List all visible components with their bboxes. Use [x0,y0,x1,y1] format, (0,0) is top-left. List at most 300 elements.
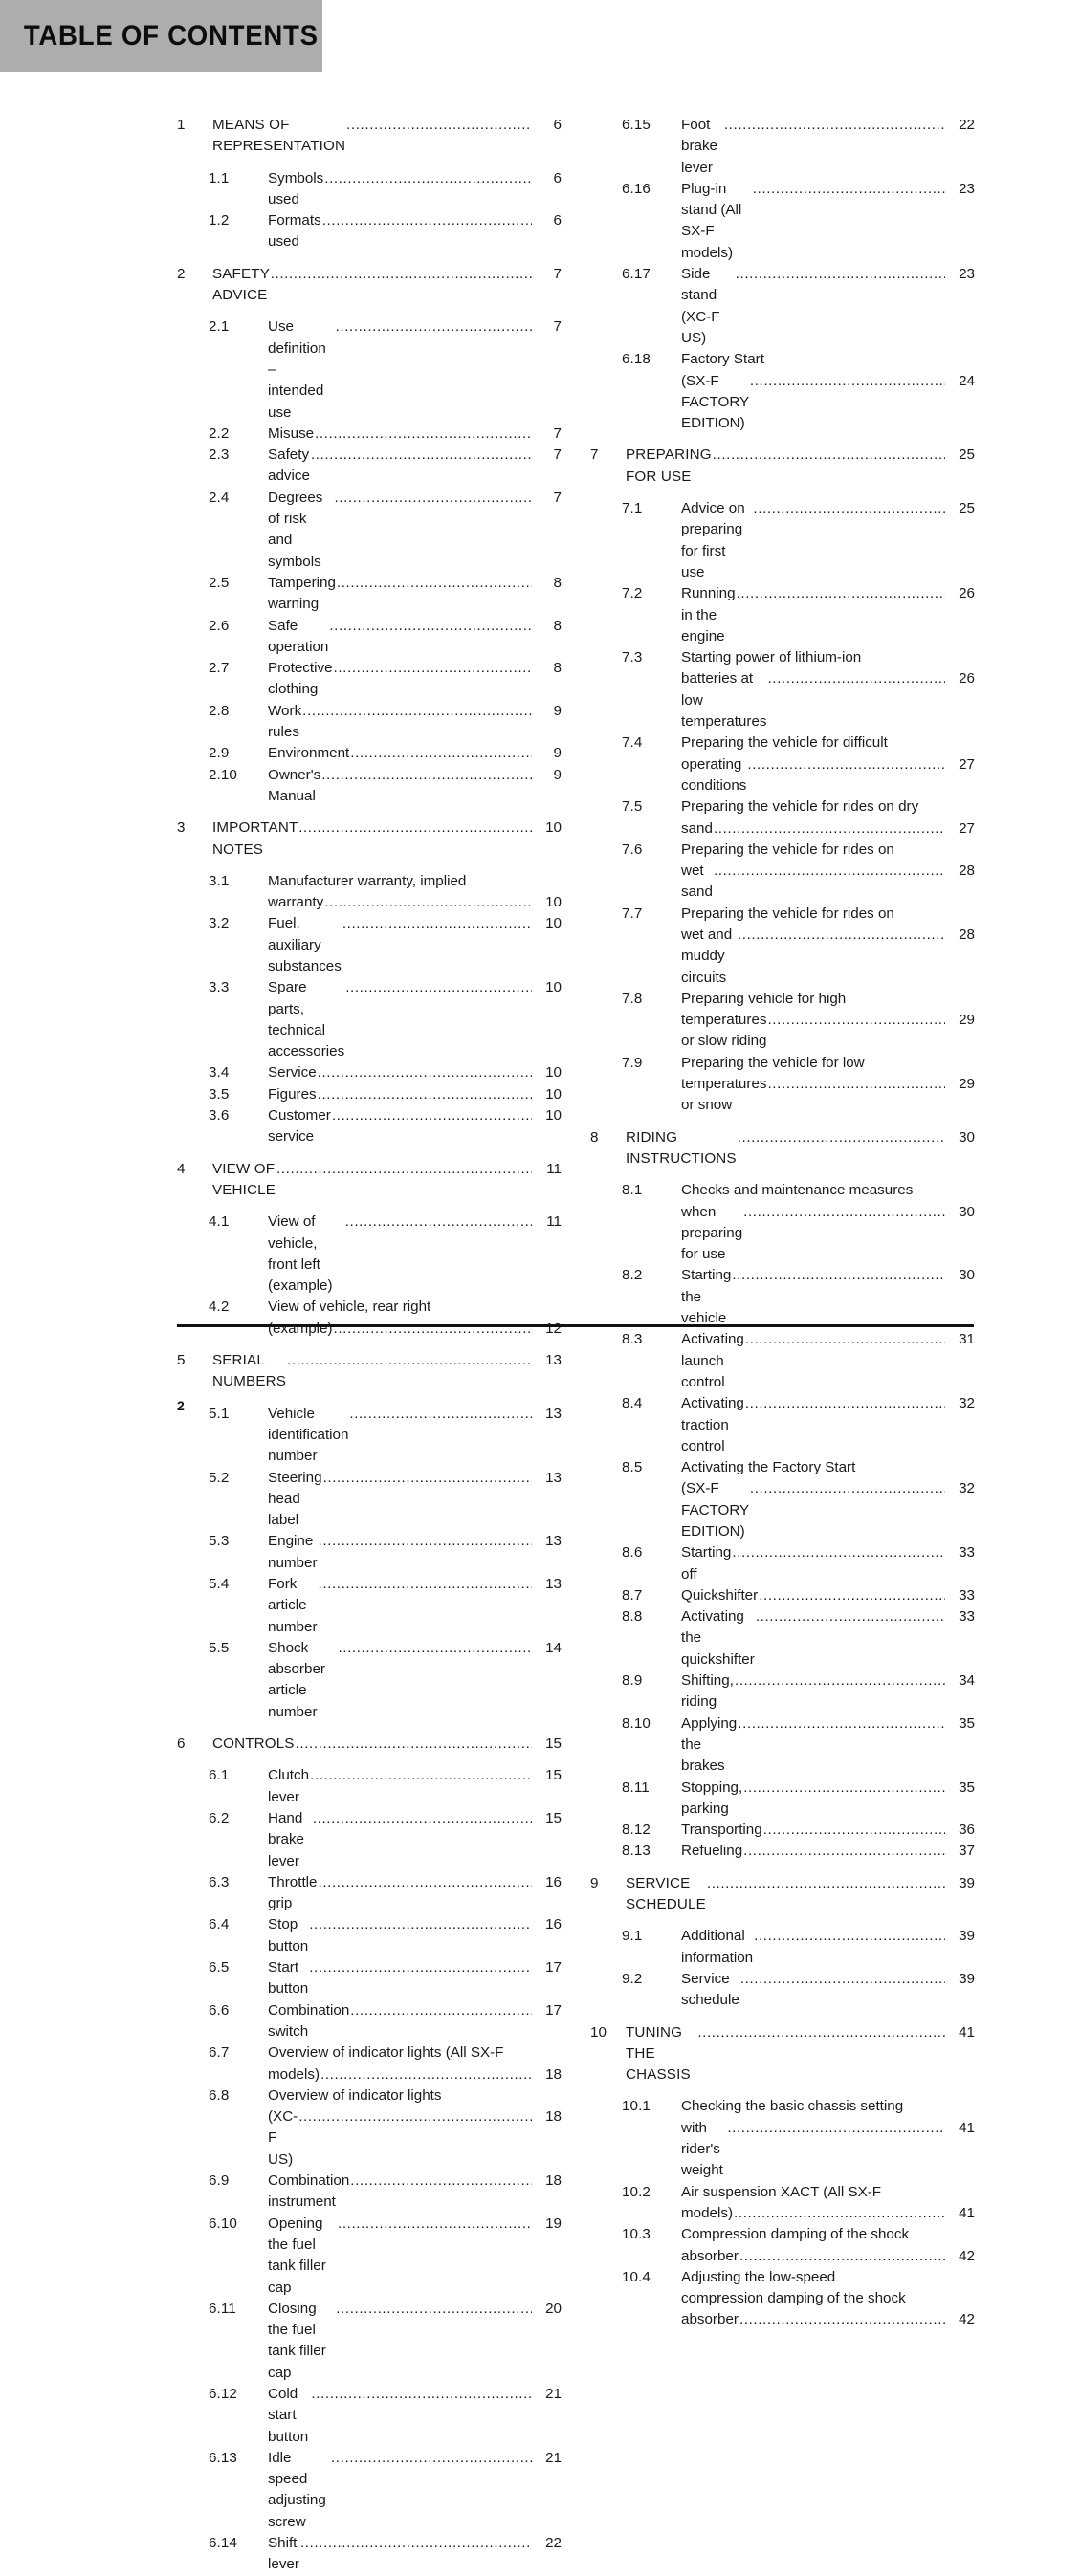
toc-entry-page-number: 30 [959,1203,975,1220]
toc-entry-page-number: 19 [545,2215,562,2232]
toc-entry-label: Checking the basic chassis setting [681,2098,904,2115]
toc-entry[interactable] [590,2022,975,2086]
toc-entry-page-number: 10 [545,915,562,932]
toc-entry-line [681,583,975,647]
toc-leader-dots [737,583,945,604]
toc-entry-number: 2.10 [209,766,237,783]
toc-leader-dots [271,264,532,285]
toc-entry-line [626,1127,975,1170]
toc-entry-label: absorber [681,2247,739,2264]
toc-entry[interactable] [177,488,562,573]
toc-entry-label: Idle speed adjusting screw [268,2449,331,2530]
toc-entry[interactable] [590,1926,975,1969]
toc-entry-label: Manufacturer warranty, implied [268,872,467,889]
toc-entry-label: models) [268,2065,320,2083]
toc-entry[interactable] [177,743,562,764]
toc-entry-line [681,647,975,668]
toc-leader-dots [332,1105,532,1126]
toc-entry-label: Spare parts, technical accessories [268,979,345,1060]
toc-entry-label: Activating launch control [681,1331,749,1390]
toc-entry-number: 7.2 [622,585,643,602]
toc-entry-page-number: 7 [553,447,562,464]
toc-leader-dots [298,818,532,839]
toc-entry-label: Combination instrument [268,2172,354,2211]
toc-entry-title-block [681,179,975,264]
toc-entry-label: Environment [268,745,350,762]
toc-entry[interactable] [177,2042,562,2085]
toc-entry[interactable] [177,264,562,307]
toc-entry-label: SAFETY ADVICE [212,265,274,304]
toc-entry[interactable] [590,1606,975,1670]
toc-entry[interactable] [177,2448,562,2533]
toc-entry-page-number: 10 [545,819,562,837]
toc-entry[interactable] [177,765,562,808]
toc-leader-dots [338,1638,532,1659]
toc-entry[interactable] [590,179,975,264]
toc-entry[interactable] [590,797,975,840]
toc-entry[interactable] [590,1778,975,1821]
toc-entry-title-block [268,1084,562,1105]
toc-leader-dots [750,1478,945,1499]
toc-entry[interactable] [590,840,975,904]
toc-entry-number: 7.1 [622,500,643,517]
toc-entry-number: 3.4 [209,1064,230,1081]
toc-entry-label: Running in the engine [681,585,739,644]
toc-entry-line [268,743,562,764]
toc-entry-line [681,349,975,370]
toc-leader-dots [736,264,945,285]
toc-entry-line [268,2384,562,2448]
toc-column-right [590,115,975,2331]
toc-entry-line [626,1873,975,1916]
toc-entry-title-block [268,1062,562,1083]
toc-entry-label: Advice on preparing for first use [681,500,749,580]
toc-entry[interactable] [590,1670,975,1714]
toc-entry[interactable] [177,1872,562,1915]
toc-entry-number: 7.3 [622,649,643,666]
toc-entry-page-number: 8 [553,617,562,634]
toc-entry-label: Factory Start [681,351,764,368]
toc-entry[interactable] [590,989,975,1053]
toc-entry-number: 7.8 [622,990,643,1007]
toc-entry[interactable] [590,647,975,732]
toc-leader-dots [350,2000,532,2021]
toc-entry-title-block [268,2042,562,2085]
toc-entry[interactable] [177,1734,562,1755]
toc-entry-page-number: 13 [545,1405,562,1422]
toc-entry[interactable] [177,2085,562,2171]
toc-entry-number: 2 [177,265,186,282]
toc-entry-number: 3.2 [209,915,230,932]
toc-entry-label: with rider's weight [681,2119,725,2179]
toc-entry-line [268,658,562,701]
toc-entry-label: Degrees of risk and symbols [268,489,327,570]
toc-entry-page-number: 32 [959,1395,975,1412]
toc-entry-label: Stopping, parking [681,1779,747,1817]
toc-leader-dots [714,819,945,840]
toc-entry[interactable] [177,616,562,659]
toc-entry[interactable] [177,2214,562,2299]
toc-entry-number: 1 [177,117,186,133]
toc-entry-page-number: 16 [545,1916,562,1933]
toc-entry[interactable] [177,1062,562,1083]
toc-entry-page-number: 33 [959,1586,975,1604]
toc-entry[interactable] [590,1714,975,1778]
toc-entry-page-number: 10 [545,894,562,911]
toc-entry[interactable] [590,1585,975,1606]
toc-entry-label: SERVICE SCHEDULE [626,1874,706,1913]
toc-entry-title-block [681,115,975,179]
toc-entry-label: Stop button [268,1916,309,1954]
toc-entry[interactable] [177,1765,562,1808]
toc-entry[interactable] [177,168,562,211]
toc-entry-page-number: 6 [553,169,562,186]
toc-entry-title-block [681,797,975,840]
toc-leader-dots [276,1159,532,1180]
toc-entry-line [681,1074,975,1117]
toc-entry-label: Fork article number [268,1576,318,1635]
toc-entry-number: 6.2 [209,1809,230,1826]
toc-entry[interactable] [177,1350,562,1393]
toc-entry-label: Figures [268,1085,317,1102]
toc-leader-dots [318,1084,532,1105]
toc-entry-line [681,819,975,840]
toc-entry[interactable] [590,1873,975,1916]
toc-entry-line [268,1808,562,1872]
toc-entry-title-block [268,2533,562,2576]
toc-entry-number: 6.13 [209,2449,237,2466]
toc-entry[interactable] [590,2096,975,2181]
toc-entry-label: Shifting, riding [681,1672,739,1711]
toc-entry-title-block [681,1393,975,1457]
toc-entry-label: Cold start button [268,2385,309,2445]
toc-entry-line [268,871,562,892]
toc-entry[interactable] [177,573,562,616]
toc-entry-line [681,2096,975,2117]
toc-entry[interactable] [177,2384,562,2448]
toc-entry-number: 2.8 [209,702,230,719]
toc-entry-line [268,445,562,488]
toc-entry-page-number: 36 [959,1822,975,1839]
toc-entry-title-block [268,2085,562,2171]
toc-entry-page-number: 30 [959,1128,975,1146]
toc-entry-title-block [681,1329,975,1393]
toc-leader-dots [759,1585,945,1606]
toc-entry-label: (example) [268,1320,333,1337]
toc-leader-dots [735,1670,945,1692]
toc-entry-label: Preparing the vehicle for rides on [681,905,894,922]
toc-entry-number: 6.3 [209,1873,230,1890]
toc-entry-title-block [268,1914,562,1957]
toc-entry-line [268,2042,562,2063]
footer-divider [177,1324,974,1327]
toc-entry-line [268,1914,562,1957]
toc-entry-line [268,977,562,1062]
toc-entry[interactable] [177,2000,562,2043]
toc-entry-label: Work rules [268,702,306,741]
toc-entry-line [268,701,562,744]
toc-entry[interactable] [177,1297,562,1340]
toc-entry-title-block [268,573,562,616]
toc-leader-dots [767,1010,945,1031]
toc-entry-label: Activating the quickshifter [681,1608,755,1668]
toc-leader-dots [739,2309,945,2330]
toc-entry[interactable] [590,1393,975,1457]
toc-entry-title-block [268,701,562,744]
toc-entry-line [268,1062,562,1083]
toc-entry-number: 7.4 [622,734,643,752]
toc-entry-label: Activating the Factory Start [681,1459,856,1476]
toc-entry-line [212,818,562,861]
toc-entry[interactable] [177,424,562,445]
toc-leader-dots [318,1062,532,1083]
toc-entry-title-block [681,2267,975,2331]
toc-entry[interactable] [177,2533,562,2576]
toc-entry-page-number: 18 [545,2172,562,2190]
toc-entry-title-block [268,1957,562,2000]
toc-entry[interactable] [177,1574,562,1638]
toc-entry[interactable] [177,658,562,701]
toc-entry[interactable] [177,1808,562,1872]
toc-entry-number: 10.1 [622,2098,651,2115]
toc-entry-line [268,1468,562,1532]
toc-entry-page-number: 23 [959,266,975,283]
toc-entry-number: 5.1 [209,1405,230,1422]
toc-entry-label: View of vehicle, rear right [268,1299,431,1316]
toc-entry-title-block [681,732,975,797]
toc-leader-dots [309,1957,532,1978]
toc-leader-dots [753,179,945,200]
toc-entry-line [681,1585,975,1606]
toc-leader-dots [714,861,945,882]
toc-entry-number: 8.9 [622,1672,643,1690]
toc-entry-label: Vehicle identification number [268,1405,353,1465]
toc-entry[interactable] [177,1914,562,1957]
toc-entry-page-number: 28 [959,862,975,880]
toc-entry-page-number: 14 [545,1639,562,1656]
toc-entry-title-block [681,498,975,583]
toc-entry-page-number: 17 [545,1959,562,1976]
toc-entry-page-number: 33 [959,1544,975,1561]
toc-entry[interactable] [590,2182,975,2225]
toc-entry[interactable] [590,1820,975,1841]
toc-entry-page-number: 41 [959,2023,975,2041]
toc-leader-dots [337,573,532,594]
toc-entry[interactable] [177,1531,562,1574]
toc-leader-dots [309,1914,532,1935]
toc-entry[interactable] [590,1265,975,1329]
toc-entry-label: Preparing the vehicle for low [681,1054,865,1071]
toc-entry[interactable] [590,349,975,434]
toc-entry[interactable] [590,904,975,989]
toc-entry-title-block [268,317,562,423]
toc-leader-dots [350,743,532,764]
toc-entry-label: batteries at low temperatures [681,670,767,731]
toc-entry-label: Checks and maintenance measures [681,1182,914,1199]
toc-entry-page-number: 18 [545,2108,562,2126]
toc-entry-label: Overview of indicator lights [268,2086,442,2104]
toc-entry-number: 8.10 [622,1714,651,1732]
toc-entry-page-number: 39 [959,1970,975,1987]
toc-entry-title-block [681,349,975,434]
toc-entry[interactable] [590,2224,975,2267]
toc-entry-title-block [268,424,562,445]
toc-entry[interactable] [590,498,975,583]
toc-entry-label: Plug-in stand (All SX-F models) [681,180,746,261]
toc-entry-title-block [212,115,562,158]
toc-entry[interactable] [177,1468,562,1532]
toc-entry-title-block [268,1765,562,1808]
toc-entry[interactable] [590,583,975,647]
toc-entry[interactable] [590,1542,975,1585]
toc-leader-dots [747,754,945,775]
toc-entry-label: Starting power of lithium-ion [681,649,862,666]
toc-entry-number: 6.10 [209,2215,237,2232]
toc-entry-number: 8.3 [622,1331,643,1348]
toc-entry-line [681,2118,975,2182]
toc-entry[interactable] [590,1180,975,1265]
toc-leader-dots [732,1542,945,1563]
toc-entry-number: 6.18 [622,351,651,368]
toc-entry-number: 2.3 [209,447,230,464]
toc-entry[interactable] [590,445,975,488]
toc-entry-number: 4.1 [209,1213,230,1231]
toc-entry-line [268,2000,562,2043]
toc-entry-number: 10.2 [622,2183,651,2200]
toc-entry-title-block [268,2448,562,2533]
toc-entry-page-number: 42 [959,2247,975,2264]
toc-entry-number: 1.1 [209,169,230,186]
toc-leader-dots [324,168,532,189]
toc-entry-title-block [212,264,562,307]
toc-entry-line [268,1872,562,1915]
toc-entry-title-block [268,2000,562,2043]
toc-entry[interactable] [177,1404,562,1468]
toc-leader-dots [334,488,532,509]
toc-entry[interactable] [177,2171,562,2214]
toc-entry-label: absorber [681,2311,739,2328]
toc-entry-label: when preparing for use [681,1203,747,1263]
toc-entry[interactable] [177,445,562,488]
toc-entry-line [268,913,562,977]
toc-entry-title-block [268,2171,562,2214]
toc-entry[interactable] [177,1638,562,1723]
toc-entry[interactable] [177,210,562,253]
toc-entry-number: 6.17 [622,266,651,283]
toc-entry[interactable] [177,818,562,861]
toc-leader-dots [311,2384,532,2405]
toc-entry-number: 7.6 [622,840,643,858]
toc-entry-page-number: 27 [959,819,975,837]
toc-leader-dots [334,658,532,679]
toc-entry-label: Starting off [681,1544,736,1583]
toc-entry[interactable] [177,1105,562,1148]
toc-entry[interactable] [177,913,562,977]
toc-entry-line [681,1542,975,1585]
toc-leader-dots [313,1808,532,1829]
toc-entry[interactable] [590,1329,975,1393]
toc-entry-label: TUNING THE CHASSIS [626,2023,691,2084]
toc-entry-line [681,732,975,753]
toc-entry-page-number: 15 [545,1809,562,1826]
toc-entry[interactable] [177,1212,562,1297]
toc-leader-dots [756,1606,945,1627]
toc-entry-page-number: 35 [959,1714,975,1732]
toc-entry-title-block [681,1542,975,1585]
toc-entry[interactable] [177,1957,562,2000]
toc-leader-dots [763,1820,945,1841]
toc-entry[interactable] [590,732,975,797]
toc-entry-page-number: 16 [545,1873,562,1890]
toc-leader-dots [345,977,532,998]
toc-entry-title-block [268,1872,562,1915]
page-title: TABLE OF CONTENTS [23,19,319,52]
toc-entry-number: 8.8 [622,1608,643,1626]
toc-entry-page-number: 18 [545,2065,562,2083]
toc-entry-page-number: 10 [545,1064,562,1081]
toc-entry[interactable] [177,2299,562,2384]
toc-entry[interactable] [177,317,562,423]
toc-leader-dots [745,1393,945,1414]
toc-entry-label: Preparing vehicle for high [681,990,847,1007]
toc-entry-label: operating conditions [681,755,747,794]
toc-entry[interactable] [590,1127,975,1170]
toc-entry-label: Opening the fuel tank filler cap [268,2215,331,2296]
toc-entry[interactable] [177,701,562,744]
toc-leader-dots [319,1872,533,1893]
toc-entry-page-number: 10 [545,1085,562,1102]
toc-entry-page-number: 15 [545,1736,562,1753]
toc-entry-label: VIEW OF VEHICLE [212,1160,279,1198]
toc-entry-page-number: 10 [545,979,562,996]
toc-entry-line [268,2107,562,2171]
toc-entry-number: 10 [590,2023,607,2041]
toc-entry-line [681,989,975,1010]
toc-entry-title-block [681,1265,975,1329]
toc-entry[interactable] [590,2267,975,2331]
toc-leader-dots [713,445,945,466]
toc-entry-number: 3.5 [209,1085,230,1102]
toc-entry-page-number: 13 [545,1469,562,1486]
toc-leader-dots [310,1765,532,1786]
toc-entry[interactable] [590,115,975,179]
toc-entry-label: Refueling [681,1843,743,1860]
toc-entry-title-block [212,818,562,861]
toc-entry[interactable] [177,977,562,1062]
toc-entry[interactable] [590,1969,975,2012]
toc-entry-page-number: 35 [959,1779,975,1796]
toc-entry-number: 2.5 [209,574,230,591]
toc-entry[interactable] [590,1841,975,1862]
toc-entry[interactable] [590,1053,975,1117]
toc-entry-number: 5 [177,1352,186,1369]
toc-entry[interactable] [177,1159,562,1202]
toc-entry-number: 8 [590,1128,599,1146]
toc-entry-number: 8.5 [622,1459,643,1476]
toc-entry-line [268,317,562,423]
toc-entry-number: 9.2 [622,1970,643,1987]
toc-entry[interactable] [177,115,562,158]
toc-entry-title-block [681,1820,975,1841]
toc-entry-title-block [626,1127,975,1170]
toc-entry-line [681,1714,975,1778]
toc-entry[interactable] [177,871,562,914]
toc-entry[interactable] [177,1084,562,1105]
toc-entry[interactable] [590,264,975,349]
toc-entry-title-block [681,1585,975,1606]
toc-entry-page-number: 7 [553,425,562,442]
toc-entry-line [681,904,975,925]
